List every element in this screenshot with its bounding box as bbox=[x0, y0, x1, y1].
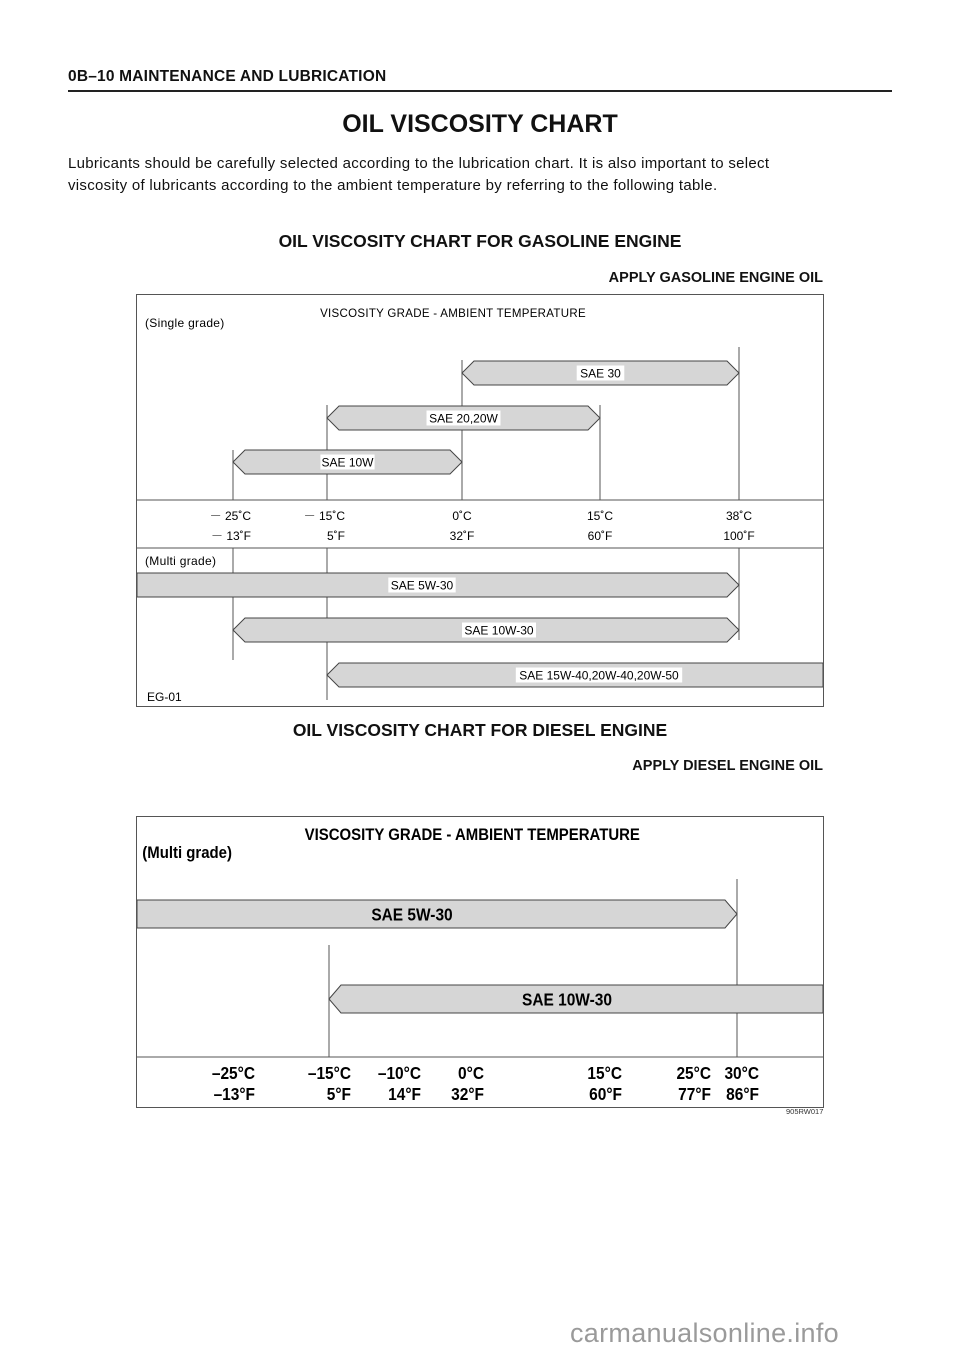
gasoline-tick-celsius: － 15˚C bbox=[303, 509, 345, 523]
gasoline-apply-text: APPLY GASOLINE ENGINE OIL bbox=[608, 270, 823, 286]
diesel-tick-fahrenheit: 32°F bbox=[451, 1083, 484, 1105]
gasoline-tick-fahrenheit: 60˚F bbox=[587, 529, 613, 543]
diesel-tick-fahrenheit: –13°F bbox=[213, 1083, 255, 1105]
diesel-multi-grade-label: (Multi grade) bbox=[142, 844, 232, 863]
gasoline-bar-label-sae-15w-40-20w-40-20w-50: SAE 15W-40,20W-40,20W-50 bbox=[519, 668, 679, 683]
diesel-tick-celsius: –10°C bbox=[377, 1062, 421, 1084]
gasoline-tick-celsius: 15˚C bbox=[586, 509, 614, 523]
diesel-figure-id: 905RW017 bbox=[786, 1107, 824, 1116]
gasoline-tick-fahrenheit: 5˚F bbox=[327, 529, 345, 543]
diesel-tick-celsius: 0°C bbox=[458, 1062, 484, 1084]
intro-paragraph bbox=[68, 153, 898, 197]
intro-line-2: viscosity of lubricants according to the ambient temperature by referring to the following table. bbox=[68, 177, 718, 194]
page-header: 0B–10 MAINTENANCE AND LUBRICATION bbox=[68, 68, 387, 85]
diesel-chart-heading: VISCOSITY GRADE - AMBIENT TEMPERATURE bbox=[304, 826, 640, 845]
gasoline-bar-label-sae-10w-30: SAE 10W-30 bbox=[464, 623, 534, 638]
diesel-bar-label-sae-10w-30: SAE 10W-30 bbox=[522, 989, 612, 1010]
gasoline-bar-label-sae-10w: SAE 10W bbox=[321, 455, 374, 470]
page-title: OIL VISCOSITY CHART bbox=[342, 110, 618, 138]
diesel-tick-fahrenheit: 86°F bbox=[726, 1083, 759, 1105]
diesel-bar-label-sae-5w-30: SAE 5W-30 bbox=[371, 904, 453, 925]
gasoline-bar-label-sae-5w-30: SAE 5W-30 bbox=[390, 578, 454, 593]
diesel-tick-celsius: 25°C bbox=[676, 1062, 711, 1084]
diesel-tick-celsius: –15°C bbox=[307, 1062, 351, 1084]
diesel-tick-fahrenheit: 60°F bbox=[589, 1083, 622, 1105]
gasoline-tick-celsius: 0˚C bbox=[452, 509, 472, 523]
gasoline-chart-heading: VISCOSITY GRADE - AMBIENT TEMPERATURE bbox=[320, 308, 586, 320]
diesel-tick-fahrenheit: 77°F bbox=[678, 1083, 711, 1105]
diesel-chart bbox=[136, 816, 824, 1108]
gasoline-figure-id: EG-01 bbox=[147, 690, 182, 704]
diesel-tick-celsius: 30°C bbox=[724, 1062, 759, 1084]
gasoline-chart-svg bbox=[137, 295, 823, 706]
intro-line-1: Lubricants should be carefully selected according to the lubrication chart. It is also important to select bbox=[68, 155, 770, 172]
diesel-tick-celsius: –25°C bbox=[211, 1062, 255, 1084]
diesel-tick-fahrenheit: 5°F bbox=[326, 1083, 351, 1105]
gasoline-tick-fahrenheit: 100˚F bbox=[723, 529, 755, 543]
diesel-apply-text: APPLY DIESEL ENGINE OIL bbox=[632, 758, 823, 774]
gasoline-single-grade-label: (Single grade) bbox=[145, 316, 225, 330]
header-rule bbox=[68, 90, 892, 92]
gasoline-bar-label-sae-20-20w: SAE 20,20W bbox=[429, 411, 498, 426]
diesel-chart-svg bbox=[137, 817, 823, 1107]
gasoline-chart bbox=[136, 294, 824, 707]
gasoline-tick-celsius: 38˚C bbox=[725, 509, 753, 523]
watermark: carmanualsonline.info bbox=[570, 1318, 839, 1348]
gasoline-bar-label-sae-30: SAE 30 bbox=[580, 366, 621, 381]
gasoline-tick-fahrenheit: 32˚F bbox=[449, 529, 475, 543]
gasoline-section-title: OIL VISCOSITY CHART FOR GASOLINE ENGINE bbox=[278, 231, 682, 251]
gasoline-tick-fahrenheit: － 13˚F bbox=[210, 529, 251, 543]
diesel-tick-fahrenheit: 14°F bbox=[388, 1083, 421, 1105]
diesel-section-title: OIL VISCOSITY CHART FOR DIESEL ENGINE bbox=[292, 720, 668, 740]
diesel-tick-celsius: 15°C bbox=[587, 1062, 622, 1084]
gasoline-tick-celsius: － 25˚C bbox=[209, 509, 251, 523]
gasoline-multi-grade-label: (Multi grade) bbox=[145, 554, 217, 568]
